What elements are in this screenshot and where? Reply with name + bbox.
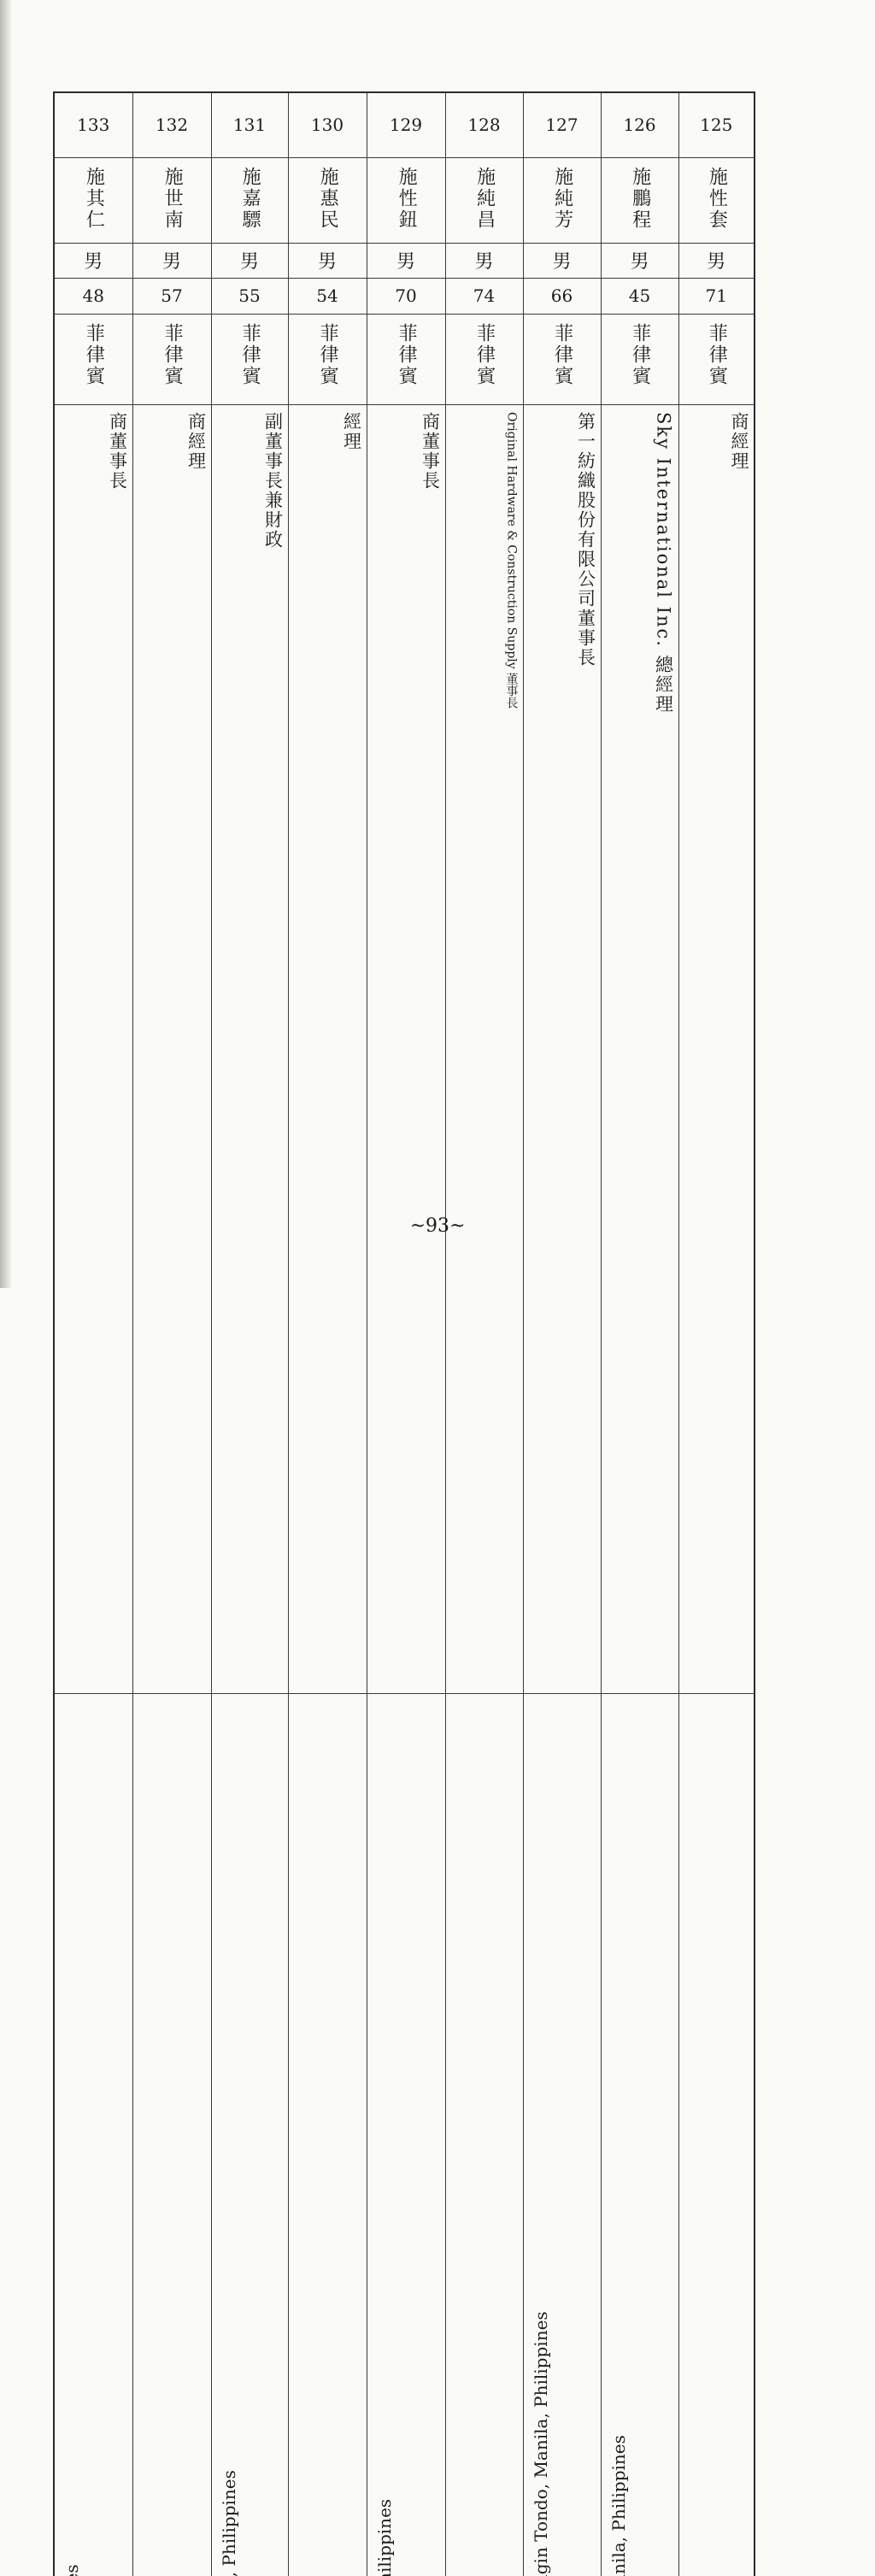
entry-age-text: 71 <box>706 285 727 306</box>
entry-age-129 <box>367 278 445 314</box>
entry-address-text <box>367 1694 445 2576</box>
entry-number-text: 128 <box>467 115 500 135</box>
entry-address-text <box>446 1694 523 2576</box>
entry-name-text: 施嘉驃 <box>239 167 260 242</box>
entry-address-132 <box>132 1693 211 2576</box>
entry-gender-text: 男 <box>318 251 337 273</box>
entry-address-text <box>524 1694 601 2576</box>
entry-address-text <box>133 1694 211 2576</box>
entry-address-126 <box>601 1693 678 2576</box>
entry-address-130 <box>288 1693 367 2576</box>
entry-title-130 <box>288 404 367 1693</box>
entry-gender-130 <box>288 243 367 278</box>
entry-age-128 <box>445 278 523 314</box>
entry-age-125 <box>678 278 755 314</box>
entry-title-text: 第一紡織股份有限公司董事長 <box>570 405 600 1693</box>
entry-gender-133 <box>54 243 132 278</box>
entry-age-text: 57 <box>161 285 182 306</box>
entry-age-132 <box>132 278 211 314</box>
entry-title-127 <box>523 404 601 1693</box>
entry-number-text: 127 <box>545 115 578 135</box>
entry-gender-126 <box>601 243 678 278</box>
entry-title-text: Sky International Inc. 總經理 <box>648 405 678 1693</box>
entry-number-text: 129 <box>390 115 422 135</box>
entry-age-126 <box>601 278 678 314</box>
entry-title-text: 商經理 <box>724 405 754 1693</box>
entry-age-text: 48 <box>83 285 104 306</box>
entry-gender-text: 男 <box>630 251 649 273</box>
field-row-age <box>54 278 755 314</box>
entry-title-132 <box>132 404 211 1693</box>
entry-gender-128 <box>445 243 523 278</box>
entry-name-126 <box>601 157 678 243</box>
entry-title-126 <box>601 404 678 1693</box>
entry-name-131 <box>211 157 288 243</box>
entry-address-text <box>679 1694 755 2576</box>
entry-name-text: 施其仁 <box>83 167 103 242</box>
entry-title-131 <box>211 404 288 1693</box>
entry-age-133 <box>54 278 132 314</box>
entry-address-131 <box>211 1693 288 2576</box>
entry-address-text <box>602 1694 678 2576</box>
entry-title-125 <box>678 404 755 1693</box>
entry-title-128 <box>445 404 523 1693</box>
entry-age-text: 66 <box>551 285 573 306</box>
entry-number-text: 131 <box>233 115 266 135</box>
entry-age-text: 45 <box>629 285 650 306</box>
entry-nationality-text: 菲律賓 <box>629 323 649 403</box>
entry-name-125 <box>678 157 755 243</box>
entry-number-text: 130 <box>311 115 344 135</box>
entry-nationality-130 <box>288 314 367 404</box>
entry-gender-132 <box>132 243 211 278</box>
entry-name-127 <box>523 157 601 243</box>
field-row-name <box>54 157 755 243</box>
entry-number-132 <box>132 92 211 157</box>
entry-number-126 <box>601 92 678 157</box>
entry-address-133 <box>54 1693 132 2576</box>
entry-title-text: 商董事長 <box>102 405 132 1693</box>
entry-address-text <box>289 1694 367 2576</box>
entry-address-128 <box>445 1693 523 2576</box>
entry-nationality-text: 菲律賓 <box>161 323 182 403</box>
entry-nationality-129 <box>367 314 445 404</box>
entry-age-text: 55 <box>238 285 260 306</box>
entry-address-127 <box>523 1693 601 2576</box>
entry-number-text: 126 <box>623 115 655 135</box>
entry-name-text: 施惠民 <box>317 167 338 242</box>
entry-nationality-127 <box>523 314 601 404</box>
entry-gender-text: 男 <box>162 251 181 273</box>
entry-gender-text: 男 <box>707 251 725 273</box>
entry-address-129 <box>367 1693 445 2576</box>
entry-nationality-126 <box>601 314 678 404</box>
entry-number-125 <box>678 92 755 157</box>
entry-gender-131 <box>211 243 288 278</box>
entry-number-131 <box>211 92 288 157</box>
entry-gender-125 <box>678 243 755 278</box>
entry-number-129 <box>367 92 445 157</box>
entry-number-127 <box>523 92 601 157</box>
entry-nationality-125 <box>678 314 755 404</box>
entry-gender-text: 男 <box>396 251 415 273</box>
entry-name-128 <box>445 157 523 243</box>
entry-nationality-132 <box>132 314 211 404</box>
entry-number-128 <box>445 92 523 157</box>
entry-age-text: 74 <box>473 285 495 306</box>
entry-gender-text: 男 <box>552 251 571 273</box>
entry-title-text: 經理 <box>336 405 366 1693</box>
entry-address-125 <box>678 1693 755 2576</box>
entry-nationality-131 <box>211 314 288 404</box>
entry-nationality-text: 菲律賓 <box>706 323 726 403</box>
field-row-address <box>54 1693 755 2576</box>
entry-name-text: 施鵬程 <box>629 167 649 242</box>
entry-name-text: 施純芳 <box>551 167 572 242</box>
entry-number-133 <box>54 92 132 157</box>
entry-title-text: 商董事長 <box>414 405 444 1693</box>
entry-age-text: 70 <box>395 285 416 306</box>
entry-number-text: 133 <box>77 115 109 135</box>
entry-name-129 <box>367 157 445 243</box>
entry-gender-text: 男 <box>240 251 259 273</box>
entry-nationality-text: 菲律賓 <box>396 323 416 403</box>
entry-name-text: 施性套 <box>706 167 726 242</box>
entry-nationality-text: 菲律賓 <box>239 323 260 403</box>
entry-number-text: 125 <box>700 115 732 135</box>
entry-age-130 <box>288 278 367 314</box>
entry-nationality-text: 菲律賓 <box>551 323 572 403</box>
entry-gender-129 <box>367 243 445 278</box>
entry-title-text: 商經理 <box>180 405 210 1693</box>
entry-title-text: 副董事長兼財政 <box>257 405 287 1693</box>
field-row-no <box>54 92 755 157</box>
entry-name-133 <box>54 157 132 243</box>
page-binding-shadow <box>0 0 12 1288</box>
entry-gender-127 <box>523 243 601 278</box>
entry-nationality-128 <box>445 314 523 404</box>
entry-nationality-text: 菲律賓 <box>317 323 338 403</box>
entry-number-130 <box>288 92 367 157</box>
entry-age-text: 54 <box>316 285 338 306</box>
entry-nationality-133 <box>54 314 132 404</box>
field-row-gender <box>54 243 755 278</box>
directory-table <box>53 91 755 2576</box>
entry-address-text <box>212 1694 288 2576</box>
entry-age-131 <box>211 278 288 314</box>
entry-name-text: 施純昌 <box>473 167 494 242</box>
entry-address-text <box>55 1694 132 2576</box>
entry-name-130 <box>288 157 367 243</box>
page-number: ~93~ <box>0 1215 875 1237</box>
entry-gender-text: 男 <box>84 251 103 273</box>
entry-title-text: Original Hardware & Construction Supply 董事長 <box>499 405 522 1693</box>
entry-gender-text: 男 <box>474 251 493 273</box>
entry-name-text: 施性鈕 <box>396 167 416 242</box>
entry-number-text: 132 <box>156 115 188 135</box>
entry-name-text: 施世南 <box>161 167 182 242</box>
entry-nationality-text: 菲律賓 <box>473 323 494 403</box>
field-row-title <box>54 404 755 1693</box>
entry-title-133 <box>54 404 132 1693</box>
entry-title-129 <box>367 404 445 1693</box>
field-row-nationality <box>54 314 755 404</box>
entry-nationality-text: 菲律賓 <box>83 323 103 403</box>
entry-age-127 <box>523 278 601 314</box>
entry-name-132 <box>132 157 211 243</box>
